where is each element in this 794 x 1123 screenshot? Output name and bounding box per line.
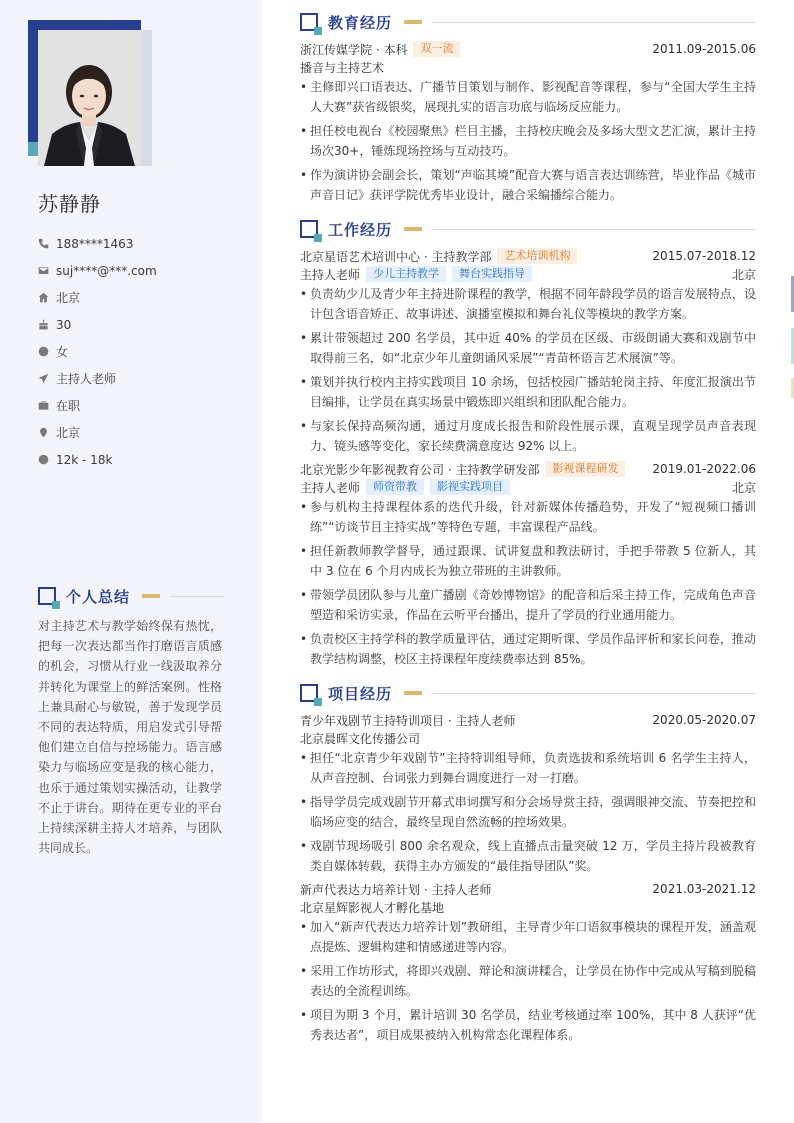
summary-title: 个人总结	[66, 587, 131, 606]
job-role: 主持人老师	[300, 267, 361, 282]
heading-divider	[170, 596, 224, 597]
project-name: 新声代表达力培养计划 · 主持人老师	[300, 882, 492, 897]
list-item: • 与家长保持高频沟通，通过月度成长报告和阶段性展示课，直观呈现学员声音表现力、镜头感等变化，家长续费满意度达 92% 以上。	[300, 416, 756, 456]
section-square-icon	[300, 684, 318, 702]
section-square-icon	[300, 220, 318, 238]
list-item: • 带领学员团队参与儿童广播剧《奇妙博物馆》的配音和后采主持工作，完成角色声音塑造和采访实录，作品在云听平台播出，提升了学员的行业通用能力。	[300, 585, 756, 625]
projects-section	[300, 683, 756, 1045]
info-home	[38, 284, 157, 311]
project-entry	[300, 711, 756, 876]
list-item: • 采用工作坊形式，将即兴戏剧、辩论和演讲糅合，让学员在协作中完成从写稿到脱稿表达的全流程训练。	[300, 961, 756, 1001]
profile-name: 苏静静	[38, 192, 101, 216]
photo-frame-shadow	[141, 30, 152, 166]
company-tag: 艺术培训机构	[497, 248, 577, 264]
list-item: • 累计带领超过 200 名学员，其中近 40% 的学员在区级、市级朗诵大赛和戏剧节中取得前三名，如“北京少年儿童朗诵风采展”“青苗杯语言艺术展演”等。	[300, 328, 756, 368]
project-date: 2020.05-2020.07	[652, 713, 756, 727]
skill-tag: 舞台实践指导	[452, 266, 532, 282]
school-name: 浙江传媒学院 · 本科	[300, 42, 408, 57]
phone-icon	[38, 238, 56, 249]
projects-title: 项目经历	[328, 684, 393, 703]
education-section	[300, 12, 756, 205]
project-header-row	[300, 880, 756, 898]
skill-tag: 师资带教	[366, 479, 424, 495]
project-header-row	[300, 711, 756, 729]
list-item: • 主修即兴口语表达、广播节目策划与制作、影视配音等课程，参与“全国大学生主持人大赛”获省级银奖，展现扎实的语言功底与临场反应能力。	[300, 77, 756, 117]
info-phone-text: 188****1463	[56, 236, 134, 251]
home-icon	[38, 292, 56, 303]
main-content	[300, 12, 756, 1059]
list-item: • 策划并执行校内主持实践项目 10 余场，包括校园广播站轮岗主持、年度汇报演出节目编排，让学员在真实场景中锻炼即兴组织和团队配合能力。	[300, 372, 756, 412]
list-item: • 加入“新声代表达力培养计划”教研组，主导青少年口语叙事模块的课程开发，涵盖观点提炼、逻辑构建和情感递进等内容。	[300, 917, 756, 957]
work-section	[300, 219, 756, 669]
heading-divider	[432, 22, 756, 23]
heading-divider	[432, 693, 756, 694]
info-location	[38, 419, 157, 446]
work-date: 2015.07-2018.12	[652, 249, 756, 263]
list-item: • 负责幼少儿及青少年主持进阶课程的教学，根据不同年龄段学员的语言发展特点，设计包含语音矫正、故事讲述、演播室模拟和舞台礼仪等模块的教学方案。	[300, 284, 756, 324]
list-item: • 担任新教师教学督导，通过跟课、试讲复盘和教法研讨，手把手带教 5 位新人，其中 3 位在 6 个月内成长为独立带班的主讲教师。	[300, 541, 756, 581]
section-square-icon	[38, 587, 56, 605]
list-item: • 担任“北京青少年戏剧节”主持特训组导师，负责选拔和系统培训 6 名学生主持人，从声音控制、台词张力到舞台调度进行一对一打磨。	[300, 748, 756, 788]
info-phone	[38, 230, 157, 257]
company-tag: 影视课程研发	[545, 461, 625, 477]
summary-text: 对主持艺术与教学始终保有热忱，把每一次表达都当作打磨语言质感的机会，习惯从行业一线汲取养分并转化为课堂上的鲜活案例。性格上兼具耐心与敏锐，善于发现学员不同的表达特质，用启发式引导帮他们建立自信与控场能力。语言感染力与临场应变是我的核心能力，也乐于通过策划实操活动，让教学不止于讲台。期待在更专业的平台上持续深耕主持人才培养，与团队共同成长。	[38, 619, 222, 856]
salary-icon	[38, 454, 56, 465]
sidebar	[0, 0, 262, 1123]
work-header-row	[300, 247, 756, 265]
project-name: 青少年戏剧节主持特训项目 · 主持人老师	[300, 713, 516, 728]
company-name: 北京星语艺术培训中心 · 主持教学部	[300, 249, 492, 264]
list-item: • 作为演讲协会副会长，策划“声临其境”配音大赛与语言表达训练营，毕业作品《城市声音日记》获评学院优秀毕业设计，融合采编播综合能力。	[300, 165, 756, 205]
summary-heading	[38, 586, 224, 606]
work-header-row	[300, 460, 756, 478]
work-role-row	[300, 478, 756, 496]
education-entry	[300, 40, 756, 205]
work-entry	[300, 247, 756, 456]
cake-icon	[38, 319, 56, 330]
info-position	[38, 365, 157, 392]
heading-accent-bar	[404, 691, 422, 695]
work-title: 工作经历	[328, 220, 393, 239]
location-icon	[38, 427, 56, 438]
education-title: 教育经历	[328, 13, 393, 32]
section-square-icon	[300, 13, 318, 31]
heading-accent-bar	[404, 227, 422, 231]
info-age	[38, 311, 157, 338]
work-heading	[300, 219, 756, 239]
work-bullets	[300, 284, 756, 456]
education-header-row	[300, 40, 756, 58]
project-org-row	[300, 898, 756, 916]
heading-accent-bar	[404, 20, 422, 24]
work-role-row	[300, 265, 756, 283]
info-salary-text: 12k - 18k	[56, 452, 113, 467]
info-age-text: 30	[56, 317, 72, 332]
list-item: • 参与机构主持课程体系的迭代升级，针对新媒体传播趋势，开发了“短视频口播训练”“访谈节目主持实战”等特色专题，丰富课程产品线。	[300, 497, 756, 537]
info-position-text: 主持人老师	[56, 372, 117, 386]
avatar	[38, 30, 141, 166]
list-item: • 担任校电视台《校园聚焦》栏目主播，主持校庆晚会及多场大型文艺汇演，累计主持场次30+，锤炼现场控场与互动技巧。	[300, 121, 756, 161]
info-status	[38, 392, 157, 419]
company-name: 北京光影少年影视教育公司 · 主持教学研发部	[300, 462, 540, 477]
heading-accent-bar	[142, 594, 160, 598]
job-role: 主持人老师	[300, 480, 361, 495]
projects-heading	[300, 683, 756, 703]
info-home-text: 北京	[56, 291, 81, 305]
avatar-frame	[28, 20, 152, 166]
info-location-text: 北京	[56, 426, 81, 440]
job-city: 北京	[731, 480, 756, 495]
info-status-text: 在职	[56, 399, 81, 413]
mail-icon	[38, 265, 56, 276]
education-major-row	[300, 58, 756, 76]
project-entry	[300, 880, 756, 1045]
send-icon	[38, 373, 56, 384]
info-email	[38, 257, 157, 284]
school-tag: 双一流	[413, 41, 460, 57]
job-city: 北京	[731, 267, 756, 282]
education-heading	[300, 12, 756, 32]
work-date: 2019.01-2022.06	[652, 462, 756, 476]
list-item: • 戏剧节现场吸引 800 余名观众，线上直播点击量突破 12 万，学员主持片段被教育类自媒体转载，获得主办方颁发的“最佳指导团队”奖。	[300, 836, 756, 876]
list-item: • 项目为期 3 个月，累计培训 30 名学员，结业考核通过率 100%，其中 8 人获评“优秀表达者”，项目成果被纳入机构常态化课程体系。	[300, 1005, 756, 1045]
heading-divider	[432, 229, 756, 230]
gender-icon	[38, 346, 56, 357]
info-email-text: suj****@***.com	[56, 263, 157, 278]
education-bullets	[300, 77, 756, 205]
info-gender-text: 女	[56, 345, 69, 359]
list-item: • 指导学员完成戏剧节开幕式串词撰写和分会场导赏主持，强调眼神交流、节奏把控和临场应变的结合，最终呈现自然流畅的控场效果。	[300, 792, 756, 832]
list-item: • 负责校区主持学科的教学质量评估，通过定期听课、学员作品评析和家长问卷，推动教学结构调整，校区主持课程年度续费率达到 85%。	[300, 629, 756, 669]
project-org: 北京晨晖文化传播公司	[300, 731, 421, 746]
project-org: 北京星辉影视人才孵化基地	[300, 900, 445, 915]
info-salary	[38, 446, 157, 473]
work-bullets	[300, 497, 756, 669]
project-date: 2021.03-2021.12	[652, 882, 756, 896]
project-org-row	[300, 729, 756, 747]
info-gender	[38, 338, 157, 365]
project-bullets	[300, 748, 756, 876]
major: 播音与主持艺术	[300, 60, 385, 75]
briefcase-icon	[38, 400, 56, 411]
project-bullets	[300, 917, 756, 1045]
work-entry	[300, 460, 756, 669]
skill-tag: 影视实践项目	[430, 479, 510, 495]
skill-tag: 少儿主持教学	[366, 266, 446, 282]
contact-info	[38, 230, 157, 473]
education-date: 2011.09-2015.06	[652, 42, 756, 56]
